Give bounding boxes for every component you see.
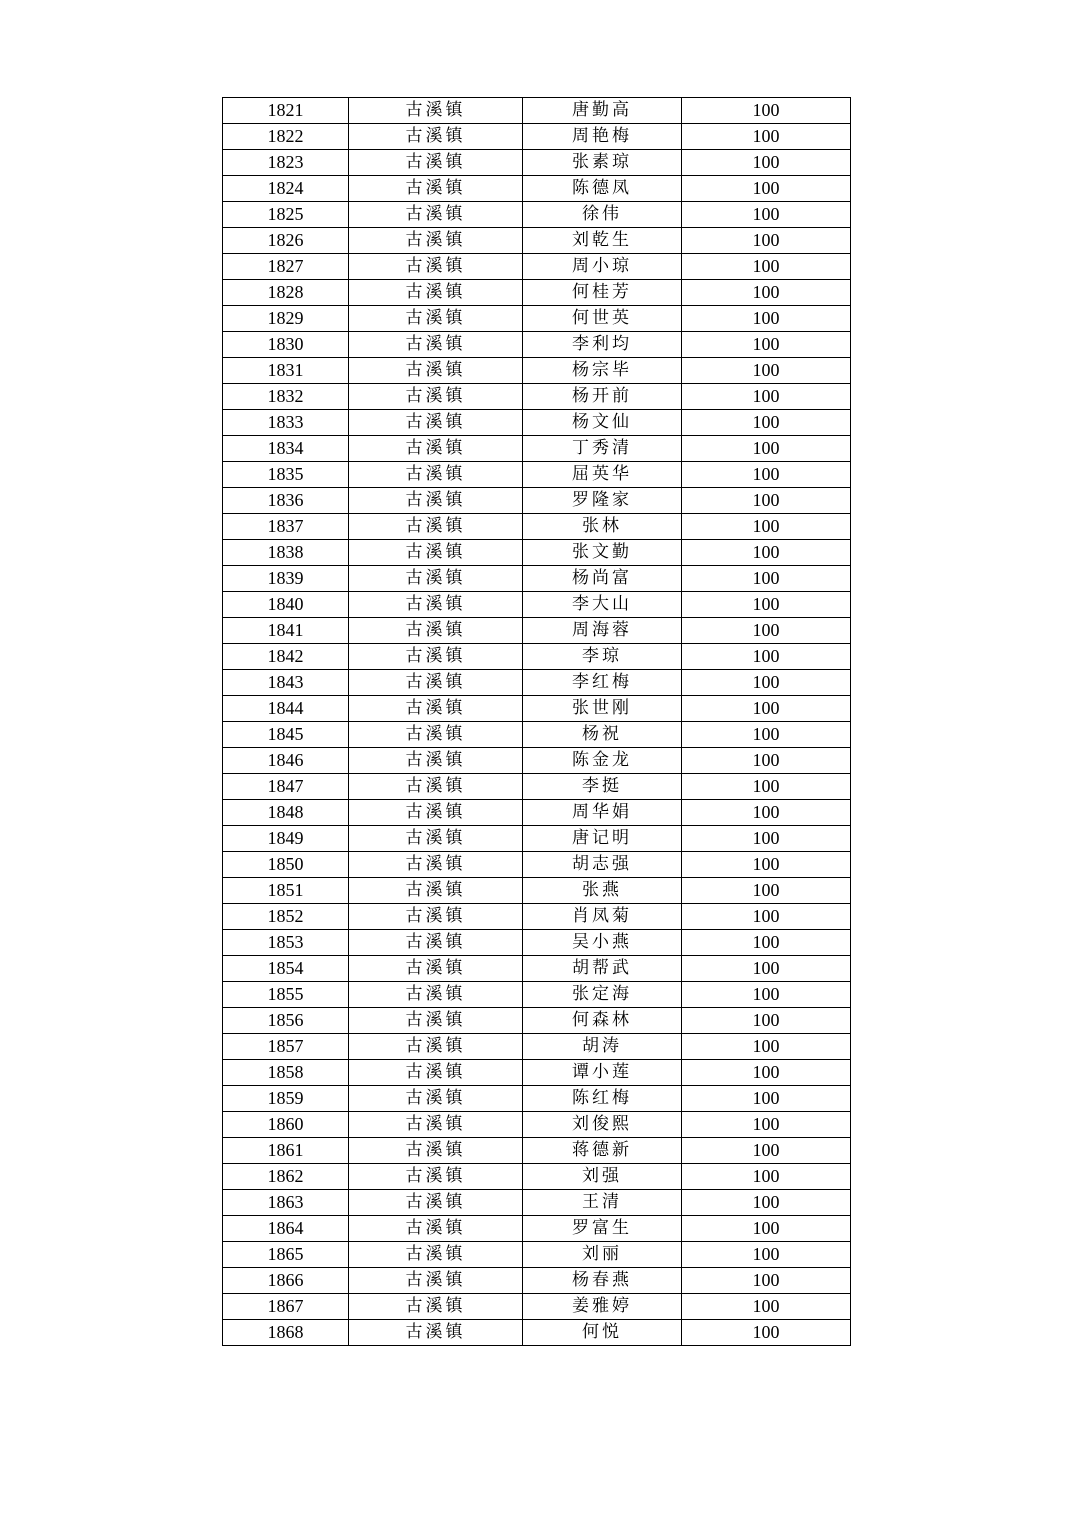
cell-amount: 100 <box>682 228 851 254</box>
cell-number: 1844 <box>223 696 349 722</box>
cell-town: 古溪镇 <box>349 748 523 774</box>
cell-town: 古溪镇 <box>349 1268 523 1294</box>
cell-amount: 100 <box>682 254 851 280</box>
cell-name: 胡涛 <box>523 1034 682 1060</box>
cell-number: 1859 <box>223 1086 349 1112</box>
cell-amount: 100 <box>682 124 851 150</box>
cell-number: 1833 <box>223 410 349 436</box>
cell-town: 古溪镇 <box>349 410 523 436</box>
table-row <box>223 722 851 748</box>
cell-town: 古溪镇 <box>349 956 523 982</box>
cell-amount: 100 <box>682 1242 851 1268</box>
cell-number: 1854 <box>223 956 349 982</box>
cell-amount: 100 <box>682 98 851 124</box>
cell-number: 1839 <box>223 566 349 592</box>
cell-number: 1821 <box>223 98 349 124</box>
cell-amount: 100 <box>682 722 851 748</box>
cell-name: 唐勤高 <box>523 98 682 124</box>
cell-number: 1823 <box>223 150 349 176</box>
cell-amount: 100 <box>682 644 851 670</box>
cell-amount: 100 <box>682 280 851 306</box>
table-row <box>223 800 851 826</box>
table-row <box>223 1138 851 1164</box>
cell-name: 陈红梅 <box>523 1086 682 1112</box>
cell-town: 古溪镇 <box>349 930 523 956</box>
cell-number: 1825 <box>223 202 349 228</box>
cell-name: 周小琼 <box>523 254 682 280</box>
cell-town: 古溪镇 <box>349 1190 523 1216</box>
cell-name: 李挺 <box>523 774 682 800</box>
cell-amount: 100 <box>682 176 851 202</box>
table-row <box>223 150 851 176</box>
cell-town: 古溪镇 <box>349 1216 523 1242</box>
cell-number: 1865 <box>223 1242 349 1268</box>
table-row <box>223 904 851 930</box>
table-row <box>223 1294 851 1320</box>
table-row <box>223 1112 851 1138</box>
cell-town: 古溪镇 <box>349 150 523 176</box>
cell-name: 张文勤 <box>523 540 682 566</box>
cell-town: 古溪镇 <box>349 254 523 280</box>
cell-town: 古溪镇 <box>349 878 523 904</box>
cell-town: 古溪镇 <box>349 124 523 150</box>
cell-amount: 100 <box>682 202 851 228</box>
cell-name: 张林 <box>523 514 682 540</box>
cell-amount: 100 <box>682 774 851 800</box>
table-row <box>223 618 851 644</box>
cell-town: 古溪镇 <box>349 228 523 254</box>
cell-number: 1850 <box>223 852 349 878</box>
table-row <box>223 410 851 436</box>
cell-town: 古溪镇 <box>349 1086 523 1112</box>
cell-name: 何森林 <box>523 1008 682 1034</box>
table-row <box>223 1008 851 1034</box>
cell-amount: 100 <box>682 1138 851 1164</box>
cell-town: 古溪镇 <box>349 670 523 696</box>
cell-name: 罗富生 <box>523 1216 682 1242</box>
cell-number: 1828 <box>223 280 349 306</box>
cell-town: 古溪镇 <box>349 696 523 722</box>
cell-number: 1851 <box>223 878 349 904</box>
cell-number: 1862 <box>223 1164 349 1190</box>
table-row <box>223 956 851 982</box>
table-row <box>223 644 851 670</box>
cell-name: 杨祝 <box>523 722 682 748</box>
cell-number: 1849 <box>223 826 349 852</box>
cell-number: 1858 <box>223 1060 349 1086</box>
cell-amount: 100 <box>682 306 851 332</box>
cell-name: 杨春燕 <box>523 1268 682 1294</box>
cell-number: 1837 <box>223 514 349 540</box>
cell-amount: 100 <box>682 592 851 618</box>
cell-town: 古溪镇 <box>349 982 523 1008</box>
cell-town: 古溪镇 <box>349 800 523 826</box>
cell-number: 1848 <box>223 800 349 826</box>
table-row <box>223 1320 851 1346</box>
cell-amount: 100 <box>682 1060 851 1086</box>
cell-number: 1867 <box>223 1294 349 1320</box>
cell-name: 唐记明 <box>523 826 682 852</box>
cell-name: 陈德凤 <box>523 176 682 202</box>
table-row <box>223 358 851 384</box>
table-row <box>223 306 851 332</box>
table-row <box>223 1086 851 1112</box>
cell-number: 1863 <box>223 1190 349 1216</box>
cell-amount: 100 <box>682 514 851 540</box>
cell-town: 古溪镇 <box>349 1060 523 1086</box>
cell-town: 古溪镇 <box>349 280 523 306</box>
cell-name: 罗隆家 <box>523 488 682 514</box>
cell-number: 1866 <box>223 1268 349 1294</box>
cell-name: 徐伟 <box>523 202 682 228</box>
cell-number: 1824 <box>223 176 349 202</box>
cell-amount: 100 <box>682 1008 851 1034</box>
table-row <box>223 1268 851 1294</box>
cell-name: 杨宗毕 <box>523 358 682 384</box>
table-row <box>223 540 851 566</box>
cell-number: 1860 <box>223 1112 349 1138</box>
cell-name: 胡志强 <box>523 852 682 878</box>
cell-town: 古溪镇 <box>349 436 523 462</box>
table-row <box>223 930 851 956</box>
cell-name: 杨尚富 <box>523 566 682 592</box>
cell-town: 古溪镇 <box>349 176 523 202</box>
cell-town: 古溪镇 <box>349 722 523 748</box>
cell-number: 1857 <box>223 1034 349 1060</box>
cell-number: 1847 <box>223 774 349 800</box>
table-row <box>223 514 851 540</box>
cell-name: 张素琼 <box>523 150 682 176</box>
cell-name: 周海蓉 <box>523 618 682 644</box>
cell-number: 1842 <box>223 644 349 670</box>
cell-name: 肖凤菊 <box>523 904 682 930</box>
table-row <box>223 228 851 254</box>
cell-number: 1855 <box>223 982 349 1008</box>
cell-number: 1827 <box>223 254 349 280</box>
cell-town: 古溪镇 <box>349 618 523 644</box>
cell-town: 古溪镇 <box>349 774 523 800</box>
cell-town: 古溪镇 <box>349 488 523 514</box>
cell-name: 蒋德新 <box>523 1138 682 1164</box>
table-row <box>223 462 851 488</box>
cell-number: 1868 <box>223 1320 349 1346</box>
cell-amount: 100 <box>682 462 851 488</box>
cell-amount: 100 <box>682 1294 851 1320</box>
table-row <box>223 1060 851 1086</box>
cell-name: 李利均 <box>523 332 682 358</box>
cell-amount: 100 <box>682 618 851 644</box>
table-row <box>223 826 851 852</box>
cell-amount: 100 <box>682 566 851 592</box>
cell-town: 古溪镇 <box>349 1034 523 1060</box>
cell-amount: 100 <box>682 358 851 384</box>
cell-amount: 100 <box>682 800 851 826</box>
cell-name: 王清 <box>523 1190 682 1216</box>
cell-town: 古溪镇 <box>349 1138 523 1164</box>
cell-name: 刘强 <box>523 1164 682 1190</box>
cell-number: 1826 <box>223 228 349 254</box>
cell-amount: 100 <box>682 384 851 410</box>
table-row <box>223 488 851 514</box>
table-row <box>223 1034 851 1060</box>
table-row <box>223 1164 851 1190</box>
cell-town: 古溪镇 <box>349 332 523 358</box>
cell-town: 古溪镇 <box>349 592 523 618</box>
cell-name: 何桂芳 <box>523 280 682 306</box>
table-row <box>223 878 851 904</box>
cell-number: 1852 <box>223 904 349 930</box>
cell-name: 吴小燕 <box>523 930 682 956</box>
table-row <box>223 280 851 306</box>
table-row <box>223 852 851 878</box>
cell-number: 1831 <box>223 358 349 384</box>
cell-number: 1829 <box>223 306 349 332</box>
table-row <box>223 98 851 124</box>
cell-name: 杨开前 <box>523 384 682 410</box>
cell-amount: 100 <box>682 826 851 852</box>
cell-amount: 100 <box>682 956 851 982</box>
cell-number: 1835 <box>223 462 349 488</box>
cell-amount: 100 <box>682 332 851 358</box>
cell-name: 周艳梅 <box>523 124 682 150</box>
cell-name: 刘俊熙 <box>523 1112 682 1138</box>
table-row <box>223 592 851 618</box>
cell-name: 何悦 <box>523 1320 682 1346</box>
cell-name: 李红梅 <box>523 670 682 696</box>
cell-number: 1830 <box>223 332 349 358</box>
table-row <box>223 124 851 150</box>
table-row <box>223 176 851 202</box>
cell-number: 1834 <box>223 436 349 462</box>
table-row <box>223 748 851 774</box>
cell-town: 古溪镇 <box>349 358 523 384</box>
cell-amount: 100 <box>682 1190 851 1216</box>
table-row <box>223 332 851 358</box>
cell-amount: 100 <box>682 410 851 436</box>
table-row <box>223 696 851 722</box>
cell-name: 胡帮武 <box>523 956 682 982</box>
cell-name: 杨文仙 <box>523 410 682 436</box>
cell-town: 古溪镇 <box>349 384 523 410</box>
cell-amount: 100 <box>682 982 851 1008</box>
cell-town: 古溪镇 <box>349 1008 523 1034</box>
table-body <box>223 98 851 1346</box>
cell-amount: 100 <box>682 1268 851 1294</box>
table-row <box>223 982 851 1008</box>
cell-amount: 100 <box>682 1112 851 1138</box>
cell-amount: 100 <box>682 540 851 566</box>
table-row <box>223 1216 851 1242</box>
cell-amount: 100 <box>682 748 851 774</box>
cell-number: 1841 <box>223 618 349 644</box>
cell-amount: 100 <box>682 696 851 722</box>
cell-number: 1864 <box>223 1216 349 1242</box>
cell-town: 古溪镇 <box>349 306 523 332</box>
table-row <box>223 202 851 228</box>
cell-town: 古溪镇 <box>349 1320 523 1346</box>
cell-number: 1836 <box>223 488 349 514</box>
cell-amount: 100 <box>682 488 851 514</box>
cell-town: 古溪镇 <box>349 514 523 540</box>
table-row <box>223 1242 851 1268</box>
cell-name: 张世刚 <box>523 696 682 722</box>
cell-number: 1843 <box>223 670 349 696</box>
cell-number: 1846 <box>223 748 349 774</box>
cell-town: 古溪镇 <box>349 202 523 228</box>
table-row <box>223 566 851 592</box>
cell-amount: 100 <box>682 1086 851 1112</box>
cell-town: 古溪镇 <box>349 1294 523 1320</box>
cell-town: 古溪镇 <box>349 852 523 878</box>
cell-name: 刘乾生 <box>523 228 682 254</box>
subsidy-table <box>222 97 851 1346</box>
cell-town: 古溪镇 <box>349 566 523 592</box>
cell-name: 姜雅婷 <box>523 1294 682 1320</box>
cell-number: 1853 <box>223 930 349 956</box>
cell-number: 1822 <box>223 124 349 150</box>
cell-amount: 100 <box>682 904 851 930</box>
table-row <box>223 436 851 462</box>
cell-number: 1861 <box>223 1138 349 1164</box>
cell-town: 古溪镇 <box>349 98 523 124</box>
cell-amount: 100 <box>682 930 851 956</box>
cell-number: 1838 <box>223 540 349 566</box>
cell-amount: 100 <box>682 852 851 878</box>
cell-town: 古溪镇 <box>349 826 523 852</box>
cell-number: 1845 <box>223 722 349 748</box>
cell-town: 古溪镇 <box>349 540 523 566</box>
cell-name: 屈英华 <box>523 462 682 488</box>
table-row <box>223 1190 851 1216</box>
cell-name: 李琼 <box>523 644 682 670</box>
table-row <box>223 774 851 800</box>
cell-town: 古溪镇 <box>349 1242 523 1268</box>
cell-amount: 100 <box>682 1216 851 1242</box>
cell-name: 张定海 <box>523 982 682 1008</box>
table-row <box>223 254 851 280</box>
cell-name: 刘丽 <box>523 1242 682 1268</box>
cell-name: 谭小莲 <box>523 1060 682 1086</box>
cell-amount: 100 <box>682 878 851 904</box>
cell-town: 古溪镇 <box>349 1112 523 1138</box>
cell-town: 古溪镇 <box>349 1164 523 1190</box>
cell-name: 周华娟 <box>523 800 682 826</box>
cell-number: 1840 <box>223 592 349 618</box>
cell-name: 张燕 <box>523 878 682 904</box>
cell-name: 丁秀清 <box>523 436 682 462</box>
cell-amount: 100 <box>682 1320 851 1346</box>
cell-number: 1832 <box>223 384 349 410</box>
cell-name: 李大山 <box>523 592 682 618</box>
cell-amount: 100 <box>682 1034 851 1060</box>
cell-name: 何世英 <box>523 306 682 332</box>
cell-name: 陈金龙 <box>523 748 682 774</box>
cell-town: 古溪镇 <box>349 644 523 670</box>
cell-town: 古溪镇 <box>349 904 523 930</box>
cell-amount: 100 <box>682 1164 851 1190</box>
cell-town: 古溪镇 <box>349 462 523 488</box>
table-row <box>223 670 851 696</box>
cell-amount: 100 <box>682 670 851 696</box>
cell-amount: 100 <box>682 436 851 462</box>
table-row <box>223 384 851 410</box>
cell-number: 1856 <box>223 1008 349 1034</box>
cell-amount: 100 <box>682 150 851 176</box>
